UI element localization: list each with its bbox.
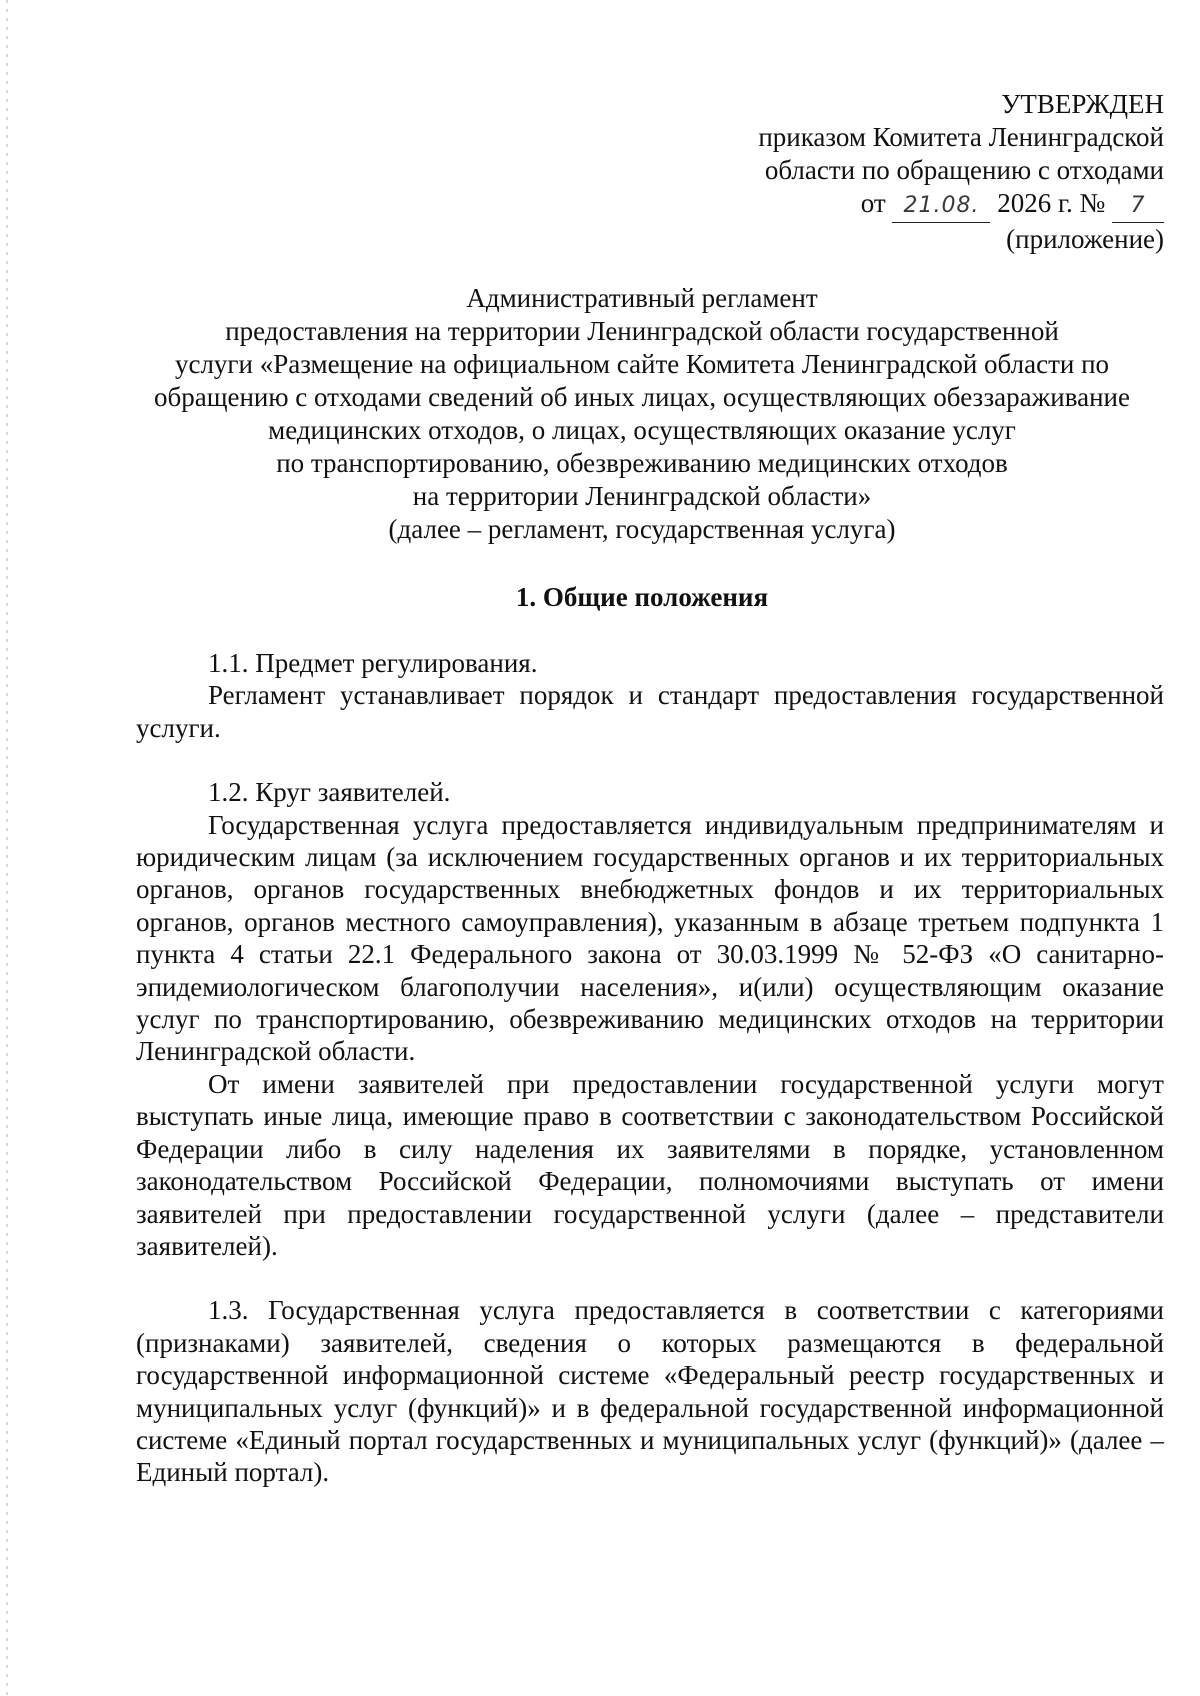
title-line: Административный регламент: [466, 283, 818, 313]
approval-line-1: приказом Комитета Ленинградской: [758, 122, 1164, 152]
paragraph-1-3-text: 1.3. Государственная услуга предоставляется в соответствии с категориями (признаками) заявителей, сведения о которых размещаются в федеральной государственной информационной системе «Федеральный реестр государственных и муниципальных услуг (функций)» и в федеральной государственной информационной системе «Единый портал государственных и муниципальных услуг (функций)» (далее – Единый портал).: [136, 1295, 1164, 1488]
title-line: на территории Ленинградской области»: [412, 481, 872, 511]
title-line: медицинских отходов, о лицах, осуществляющих оказание услуг: [268, 415, 1016, 445]
paragraph-1-2-text: Государственная услуга предоставляется индивидуальным предпринимателям и юридическим лицам (за исключением государственных органов и их территориальных органов, органов государственных внебюджетных фондов и их территориальных органов, органов местного самоуправления), указанным в абзаце третьем подпункта 1 пункта 4 статьи 22.1 Федерального закона от 30.03.1999 № 52-ФЗ «О санитарно-эпидемиологическом благополучии населения», и(или) осуществляющим оказание услуг по транспортированию, обезвреживанию медицинских отходов на территории Ленинградской области.: [136, 809, 1164, 1067]
approval-date-line: [604, 187, 1164, 223]
document-title: [120, 282, 1164, 546]
paragraph-1-1-text: Регламент устанавливает порядок и стандарт предоставления государственной услуги.: [136, 680, 1164, 743]
date-prefix: от: [860, 188, 886, 218]
section-heading: 1. Общие положения: [515, 582, 769, 612]
approval-line-2: области по обращению с отходами: [764, 155, 1164, 185]
scan-edge-artifact: [6, 0, 8, 1696]
title-line: обращению с отходами сведений об иных лицах, осуществляющих обеззараживание: [153, 382, 1130, 412]
title-line: услуги «Размещение на официальном сайте Комитета Ленинградской области по: [174, 349, 1110, 379]
approval-note: (приложение): [1006, 224, 1164, 254]
approval-stamp: УТВЕРЖДЕН: [1001, 89, 1164, 119]
section-body: [136, 647, 1164, 1489]
title-line: (далее – регламент, государственная услуга): [388, 514, 896, 544]
paragraph-1-2-title: 1.2. Круг заявителей.: [208, 777, 451, 808]
year-number-text: 2026 г. №: [997, 188, 1106, 218]
handwritten-date: 21.08.: [892, 189, 990, 223]
handwritten-number: 7: [1112, 189, 1164, 223]
approval-stamp-block: [604, 88, 1164, 256]
paragraph-1-1-title: 1.1. Предмет регулирования.: [208, 648, 538, 678]
paragraph-1-2-text-2: От имени заявителей при предоставлении государственной услуги могут выступать иные лица, имеющие право в соответствии с законодательством Российской Федерации либо в силу наделения их заявителями в порядке, установленном законодательством Российской Федерации, полномочиями выступать от имени заявителей при предоставлении государственной услуги (далее – представители заявителей).: [136, 1068, 1164, 1261]
title-line: предоставления на территории Ленинградской области государственной: [225, 316, 1059, 346]
title-line: по транспортированию, обезвреживанию медицинских отходов: [276, 448, 1008, 478]
